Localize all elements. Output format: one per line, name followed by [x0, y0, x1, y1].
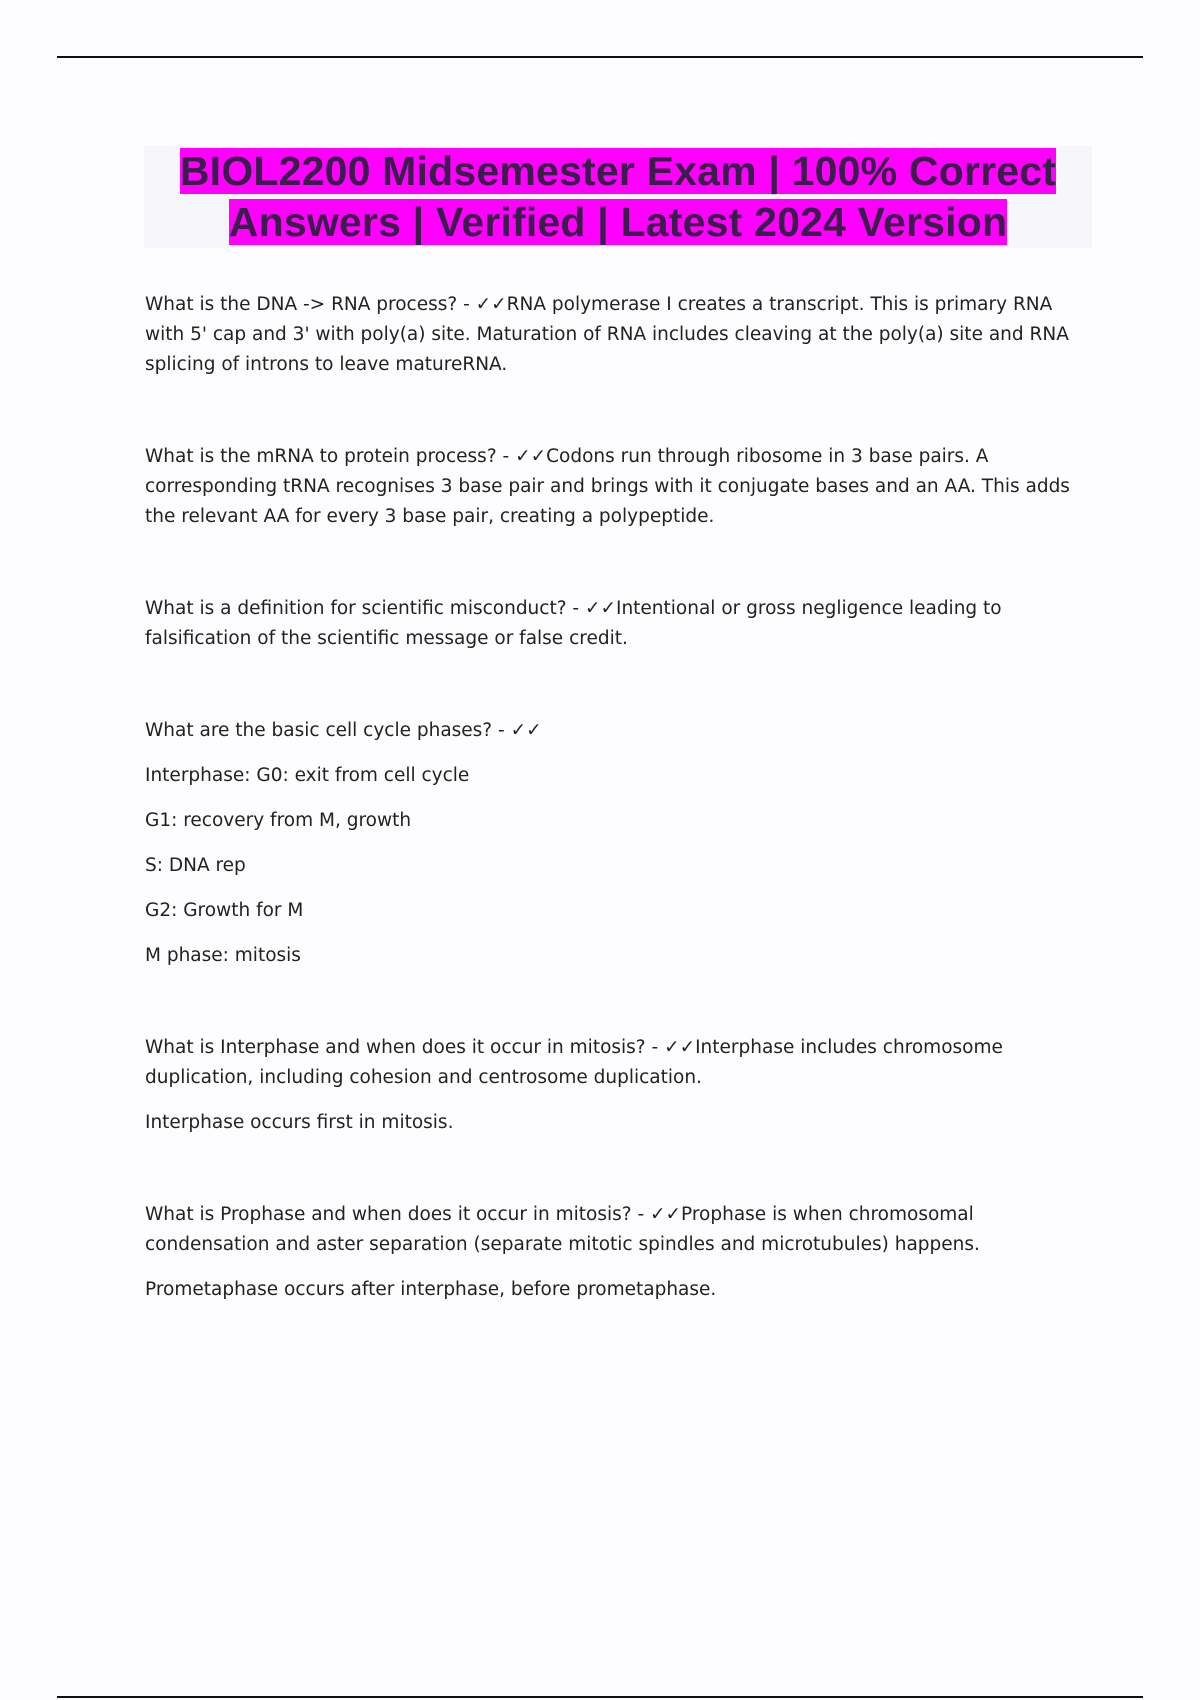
question-text: What are the basic cell cycle phases? [145, 720, 493, 741]
answer-line: G2: Growth for M [145, 900, 304, 921]
qa-item [145, 442, 1090, 532]
qa-question-line [145, 1200, 1090, 1260]
qa-question-line [145, 716, 1090, 746]
answer-line: G1: recovery from M, growth [145, 810, 412, 831]
top-rule [57, 56, 1143, 58]
answer-text: Prophase is when chromosomal condensation and aster separation (separate mitotic spindles and microtubules) happens. [145, 1204, 980, 1255]
double-check-icon: ✓✓ [475, 294, 507, 315]
question-text: What is Interphase and when does it occur in mitosis? [145, 1037, 646, 1058]
double-check-icon: ✓✓ [515, 446, 547, 467]
qa-item [145, 1200, 1090, 1305]
qa-question-line [145, 1033, 1090, 1093]
separator: - [566, 598, 585, 619]
separator: - [631, 1204, 650, 1225]
double-check-icon: ✓✓ [510, 720, 542, 741]
double-check-icon: ✓✓ [584, 598, 616, 619]
qa-question-line [145, 594, 1090, 654]
qa-item [145, 594, 1090, 654]
double-check-icon: ✓✓ [664, 1037, 696, 1058]
bottom-rule [57, 1696, 1143, 1698]
qa-item [145, 1033, 1090, 1138]
answer-text: Intentional or gross negligence leading to falsification of the scientific message or false credit. [145, 598, 1002, 649]
answer-text: Interphase includes chromosome duplication, including cohesion and centrosome duplication. [145, 1037, 1003, 1088]
qa-list [145, 290, 1090, 1367]
title-block [144, 146, 1092, 248]
separator: - [492, 720, 511, 741]
separator: - [496, 446, 516, 467]
answer-line: S: DNA rep [145, 855, 246, 876]
question-text: What is the DNA -> RNA process? [145, 294, 458, 315]
answer-line: Interphase: G0: exit from cell cycle [145, 765, 470, 786]
question-text: What is a definition for scientific misconduct? [145, 598, 567, 619]
question-text: What is the mRNA to protein process? [145, 446, 497, 467]
qa-question-line [145, 442, 1090, 532]
document-title: BIOL2200 Midsemester Exam | 100% Correct Answers | Verified | Latest 2024 Version [179, 148, 1057, 245]
qa-question-line [145, 290, 1090, 380]
answer-text: Codons run through ribosome in 3 base pairs. A corresponding tRNA recognises 3 base pair and brings with it conjugate bases and an AA. This adds the relevant AA for every 3 base pair, creating a polypeptide. [145, 446, 1070, 527]
separator: - [645, 1037, 665, 1058]
question-text: What is Prophase and when does it occur in mitosis? [145, 1204, 632, 1225]
qa-item [145, 716, 1090, 971]
qa-item [145, 290, 1090, 380]
answer-line: Prometaphase occurs after interphase, before prometaphase. [145, 1279, 717, 1300]
answer-line: M phase: mitosis [145, 945, 301, 966]
separator: - [457, 294, 476, 315]
double-check-icon: ✓✓ [650, 1204, 682, 1225]
answer-text: RNA polymerase I creates a transcript. This is primary RNA with 5' cap and 3' with poly(a) site. Maturation of RNA includes cleaving at the poly(a) site and RNA splicing of introns to leave matureRNA. [145, 294, 1069, 375]
answer-line: Interphase occurs first in mitosis. [145, 1112, 454, 1133]
